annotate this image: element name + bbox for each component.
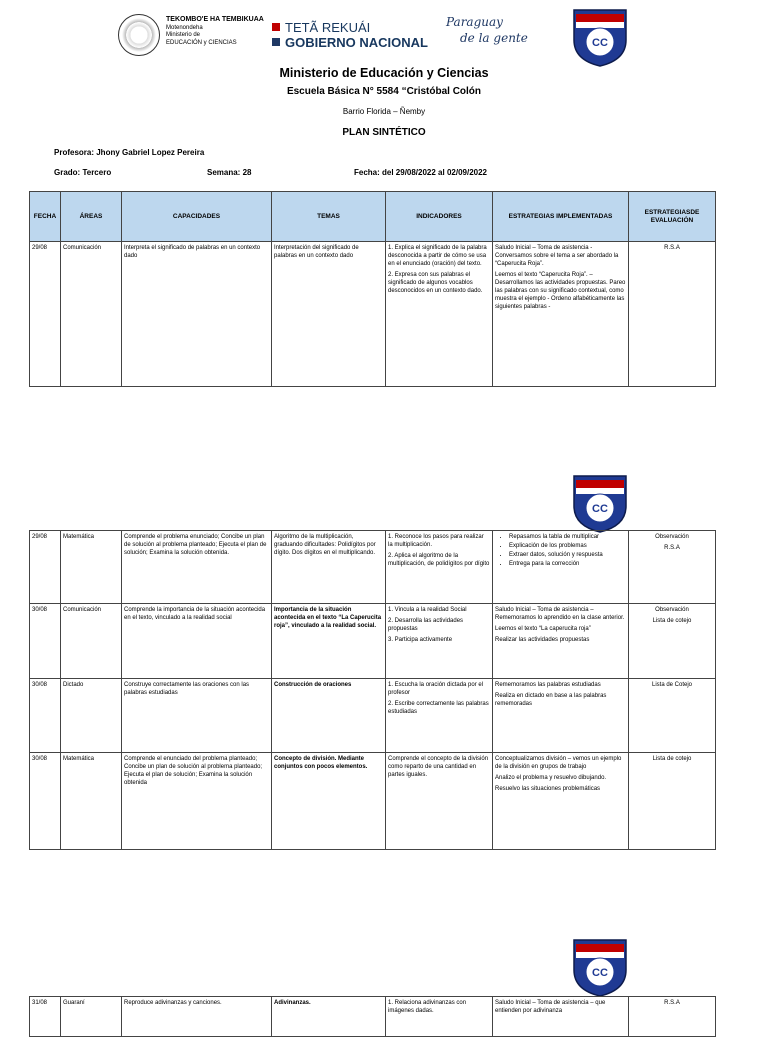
cell-capacidades: Comprende el problema enunciado; Concibe un plan de solución al problema planteado; Ejecuta el plan de solución; Examina la solución obtenida.	[122, 531, 272, 604]
cell-estrategias	[493, 604, 629, 679]
logo-line: Ministerio de	[166, 32, 201, 38]
table-row	[30, 753, 716, 850]
strategy: Saludo Inicial – Toma de asistencia – Rememoramos lo aprendido en la clase anterior.	[495, 607, 625, 621]
strategy: Analizo el problema y resuelvo dibujando.	[495, 775, 607, 781]
cell-area: Comunicación	[61, 604, 122, 679]
column-header: ESTRATEGIASDE EVALUACIÓN	[629, 192, 716, 242]
svg-text:CC: CC	[592, 503, 608, 515]
grade-label: Grado: Tercero	[54, 168, 112, 177]
column-header: FECHA	[30, 192, 61, 242]
school-title: Escuela Básica N° 5584 “Cristóbal Colón	[286, 86, 482, 97]
cell-capacidades: Construye correctamente las oraciones con las palabras estudiadas	[122, 679, 272, 753]
cell-evaluacion: Lista de cotejo	[629, 753, 716, 850]
cell-estrategias	[493, 997, 629, 1037]
cell-estrategias	[493, 753, 629, 850]
column-header: ESTRATEGIAS IMPLEMENTADAS	[493, 192, 629, 242]
cell-indicadores	[386, 242, 493, 387]
column-header: ÁREAS	[61, 192, 122, 242]
district-title: Barrio Florida – Ñemby	[342, 107, 426, 116]
cell-fecha: 29/08	[30, 242, 61, 387]
cell-indicadores	[386, 531, 493, 604]
evaluation: Observación	[655, 607, 689, 613]
indicator: 2. Desarrolla las actividades propuestas	[388, 618, 464, 632]
strategy-list	[495, 533, 626, 568]
red-square-icon	[272, 23, 280, 31]
plan-table	[29, 191, 716, 387]
cell-indicadores	[386, 604, 493, 679]
indicator: 2. Aplica el algoritmo de la multiplicación, de polidígitos por dígito	[388, 553, 490, 567]
list-item: • Entrega para la corrección	[509, 560, 626, 568]
list-item: • Extraer datos, solución y respuesta	[509, 551, 626, 559]
evaluation: R.S.A	[664, 545, 680, 551]
cell-area: Comunicación	[61, 242, 122, 387]
indicator: 2. Expresa con sus palabras el significado de algunos vocablos desconocidos en un contexto dado.	[388, 272, 483, 294]
table-header-row	[30, 192, 716, 242]
ministry-logo-text	[166, 16, 264, 47]
logo-line: de la gente	[460, 31, 528, 45]
strategy: Rememoramos las palabras estudiadas	[495, 682, 601, 688]
blue-square-icon	[272, 38, 280, 46]
logo-line: GOBIERNO NACIONAL	[285, 35, 428, 50]
table-row	[30, 679, 716, 753]
cell-temas: Construcción de oraciones	[272, 679, 386, 753]
table-row	[30, 997, 716, 1037]
strategy: Resuelvo las situaciones problemáticas	[495, 786, 601, 792]
logo-line: Motenondeha	[166, 24, 203, 31]
indicator: 1. Escucha la oración dictada por el profesor	[388, 682, 484, 696]
cell-fecha: 30/08	[30, 679, 61, 753]
column-header: INDICADORES	[386, 192, 493, 242]
cell-estrategias	[493, 242, 629, 387]
cell-fecha: 30/08	[30, 604, 61, 679]
table-row	[30, 531, 716, 604]
cell-capacidades: Interpreta el significado de palabras en un contexto dado	[122, 242, 272, 387]
strategy: Realizar las actividades propuestas	[495, 637, 590, 643]
indicator: 1. Vincula a la realidad Social	[388, 607, 467, 613]
cell-area: Matemática	[61, 531, 122, 604]
indicator: Comprende el concepto de la división como reparto de una cantidad en partes iguales.	[388, 756, 489, 778]
cell-temas: Importancia de la situación acontecida en el texto “La Caperucita roja”, vinculado a la realidad social.	[272, 604, 386, 679]
logo-line: TETÃ REKUÁI	[285, 20, 371, 35]
svg-text:CC: CC	[592, 37, 608, 49]
cell-indicadores	[386, 997, 493, 1037]
strategy: Saludo Inicial – Toma de asistencia – que entienden por adivinanza	[495, 1000, 606, 1014]
week-label: Semana: 28	[207, 168, 252, 177]
list-item: • Explicación de los problemas	[509, 542, 626, 550]
column-header: TEMAS	[272, 192, 386, 242]
cell-evaluacion: R.S.A	[629, 997, 716, 1037]
cell-temas: Adivinanzas.	[272, 997, 386, 1037]
cell-fecha: 31/08	[30, 997, 61, 1037]
ministry-seal-logo	[118, 14, 160, 56]
cell-area: Guaraní	[61, 997, 122, 1037]
plan-table	[29, 996, 716, 1037]
strategy: Conceptualizamos división – vemos un ejemplo de la división en grupos de trabajo	[495, 756, 622, 770]
indicator: 2. Escribe correctamente las palabras estudiadas	[388, 701, 489, 715]
logo-line: Paraguay	[446, 15, 503, 29]
table-row	[30, 604, 716, 679]
indicator: 1. Relaciona adivinanzas con imágenes dadas.	[388, 1000, 467, 1014]
evaluation: Lista de cotejo	[652, 618, 692, 624]
cell-temas: Concepto de división. Mediante conjuntos con pocos elementos.	[272, 753, 386, 850]
cell-area: Matemática	[61, 753, 122, 850]
cell-evaluacion: Lista de Cotejo	[629, 679, 716, 753]
cell-fecha: 29/08	[30, 531, 61, 604]
ministry-title: Ministerio de Educación y Ciencias	[279, 66, 489, 80]
school-crest-icon	[570, 472, 630, 534]
logo-line: EDUCACIÓN y CIENCIAS	[166, 39, 237, 46]
cell-evaluacion	[629, 604, 716, 679]
strategy: Realiza en dictado en base a las palabras rememoradas	[495, 693, 607, 707]
column-header: CAPACIDADES	[122, 192, 272, 242]
indicator: 1. Explica el significado de la palabra desconocida a partir de cómo se usa en el enunciado (oración) del texto.	[388, 245, 487, 267]
table-row	[30, 242, 716, 387]
cell-indicadores	[386, 679, 493, 753]
cell-area: Dictado	[61, 679, 122, 753]
cell-capacidades: Comprende la importancia de la situación acontecida en el texto, vinculado a la realidad social	[122, 604, 272, 679]
strategy: Leemos el texto “La caperucita roja”	[495, 626, 591, 632]
cell-fecha: 30/08	[30, 753, 61, 850]
school-crest-icon	[570, 6, 630, 68]
indicator: 3. Participa activamente	[388, 637, 453, 643]
list-item: • Repasamos la tabla de multiplicar	[509, 533, 626, 541]
strategy: Leemos el texto “Caperucita Roja”. – Desarrollamos las actividades propuestas. Pareo las palabras con su significado contextual, como muestra el ejemplo - Ordeno alfabéticamente las siguientes palabras -	[495, 272, 626, 310]
indicator: 1. Reconoce los pasos para realizar la multiplicación.	[388, 534, 484, 548]
cell-evaluacion: R.S.A	[629, 242, 716, 387]
plan-table	[29, 530, 716, 850]
cell-indicadores	[386, 753, 493, 850]
date-label: Fecha: del 29/08/2022 al 02/09/2022	[354, 168, 487, 177]
cell-evaluacion	[629, 531, 716, 604]
school-crest-icon	[570, 936, 630, 998]
cell-temas: Algoritmo de la multiplicación, graduando dificultades: Polidígitos por dígito. Dos dígitos en el multiplicando.	[272, 531, 386, 604]
logo-line: TEKOMBO'E HA TEMBIKUAA	[166, 16, 264, 23]
government-logo	[272, 20, 428, 50]
paraguay-logo	[446, 14, 528, 46]
teacher-label: Profesora: Jhony Gabriel Lopez Pereira	[54, 148, 205, 157]
strategy: Saludo Inicial – Toma de asistencia - Conversamos sobre el tema a ser abordado la “Caperucita Roja”.	[495, 245, 619, 267]
svg-text:CC: CC	[592, 967, 608, 979]
evaluation: Observación	[655, 534, 689, 540]
plan-title: PLAN SINTÉTICO	[342, 127, 426, 138]
cell-capacidades: Reproduce adivinanzas y canciones.	[122, 997, 272, 1037]
cell-capacidades: Comprende el enunciado del problema planteado; Concibe un plan de solución al problema planteado; Ejecuta el plan de solución; Examina la solución obtenida	[122, 753, 272, 850]
cell-estrategias	[493, 531, 629, 604]
cell-temas: Interpretación del significado de palabras en un contexto dado	[272, 242, 386, 387]
cell-estrategias	[493, 679, 629, 753]
